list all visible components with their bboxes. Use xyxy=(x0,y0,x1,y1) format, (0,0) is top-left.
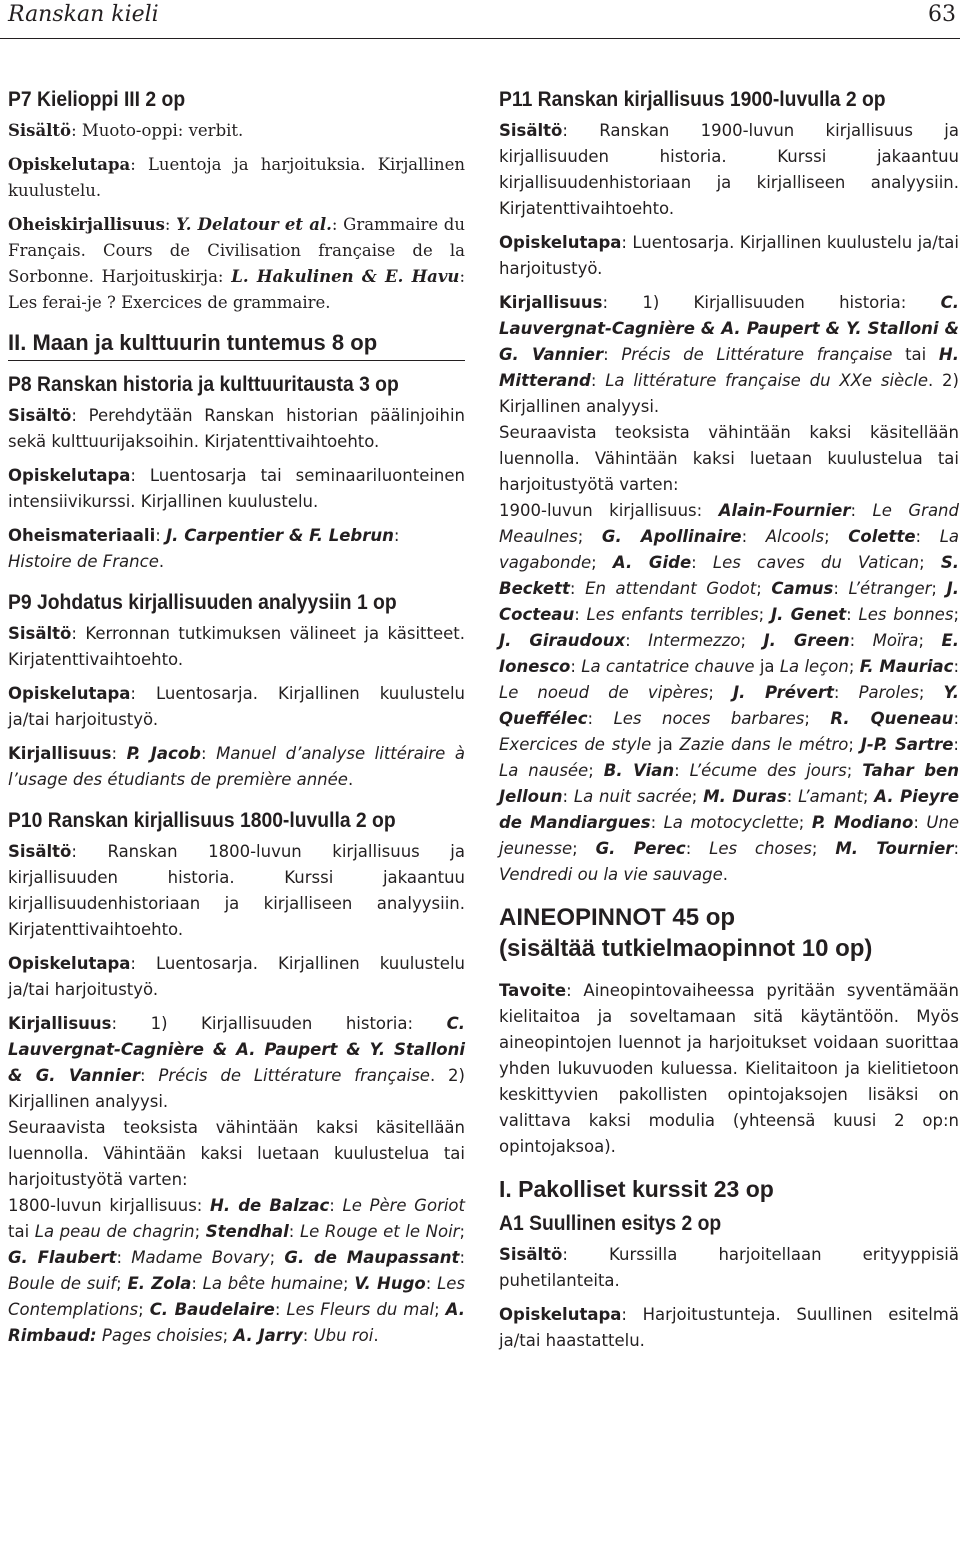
course-title: P11 Ranskan kirjallisuus 1900-luvulla 2 op xyxy=(499,88,886,111)
course-content: Sisältö: Perehdytään Ranskan historian päälinjoihin sekä kulttuurijaksoihin. Kirjatenttivaihtoehto. xyxy=(8,406,465,451)
work-title: Le Rouge et le Noir xyxy=(299,1222,460,1241)
separator: : xyxy=(570,657,582,676)
separator: ; xyxy=(572,839,596,858)
section-title: I. Pakolliset kurssit 23 op xyxy=(499,1176,774,1202)
author: Stendhal xyxy=(205,1222,289,1241)
separator: : xyxy=(786,787,799,806)
author: A. Gide xyxy=(612,553,692,572)
separator: : xyxy=(274,1300,287,1319)
course-method: Opiskelutapa: Luentosarja. Kirjallinen kuulustelu ja/tai harjoitustyö. xyxy=(8,954,465,999)
author: H. de Balzac xyxy=(210,1196,330,1215)
work-title: Vendredi ou la vie sauvage xyxy=(499,865,723,884)
separator: : xyxy=(953,839,959,858)
work-title: La peau de chagrin xyxy=(34,1222,195,1241)
work-title: Madame Bovary xyxy=(131,1248,270,1267)
aineopinnot-heading: AINEOPINNOT 45 op (sisältää tutkielmaopinnot 10 op) xyxy=(499,904,873,962)
author: Y. Delatour et al. xyxy=(176,215,332,234)
separator: . xyxy=(373,1326,379,1345)
separator: ; xyxy=(846,761,863,780)
separator: ; xyxy=(862,787,875,806)
course-title: P9 Johdatus kirjallisuuden analyysiin 1 op xyxy=(8,591,397,614)
author: P. Modiano xyxy=(811,813,914,832)
author: J-P. Sartre xyxy=(860,735,954,754)
course-method: Opiskelutapa: Luentosarja tai seminaariluonteinen intensiivikurssi. Kirjallinen kuulustelu. xyxy=(8,466,465,511)
literature-label: Kirjallisuus xyxy=(8,1014,112,1033)
work-title: Manuel d’analyse littéraire à l’usage des étudiants de première année xyxy=(8,744,465,789)
separator: : xyxy=(913,813,927,832)
author: C. Lauvergnat-Cagnière & A. Paupert & Y. Stalloni & G. Vannier xyxy=(8,1014,465,1085)
separator: : xyxy=(833,683,859,702)
work-title: La motocyclette xyxy=(663,813,799,832)
right-column xyxy=(499,86,959,1362)
work-title: La cantatrice chauve xyxy=(581,657,755,676)
work-title: Les enfants terribles xyxy=(586,605,759,624)
material-label: Oheismateriaali xyxy=(8,526,156,545)
author: R. Queneau xyxy=(830,709,954,728)
course-content: Sisältö: Kerronnan tutkimuksen välineet ja käsitteet. Kirjatenttivaihtoehto. xyxy=(8,624,465,669)
separator: : xyxy=(587,709,614,728)
separator: ; xyxy=(591,553,613,572)
course-method: Opiskelutapa: Luentoja ja harjoituksia. Kirjallinen kuulustelu. xyxy=(8,155,465,200)
separator: tai xyxy=(8,1222,35,1241)
course-title: P10 Ranskan kirjallisuus 1800-luvulla 2 op xyxy=(8,809,396,832)
author: B. Vian xyxy=(603,761,675,780)
separator: ; xyxy=(708,683,734,702)
works-list xyxy=(8,1196,465,1345)
author: V. Hugo xyxy=(354,1274,426,1293)
separator: : xyxy=(116,1248,132,1267)
separator: : xyxy=(953,657,960,676)
author: Y. Queffélec xyxy=(499,683,960,728)
author: P. Jacob xyxy=(126,744,201,763)
work-title: Pages choisies xyxy=(101,1326,223,1345)
course-literature: Kirjallisuus: P. Jacob: Manuel d’analyse littéraire à l’usage des étudiants de première année. xyxy=(8,744,465,789)
author: E. Ionesco xyxy=(499,631,959,676)
reading-label: Oheiskirjallisuus xyxy=(8,215,165,234)
separator: ; xyxy=(756,579,772,598)
author: C. Baudelaire xyxy=(149,1300,275,1319)
work-title: Alcools xyxy=(765,527,825,546)
content-label: Sisältö xyxy=(8,624,72,643)
work-title: Les caves du Vatican xyxy=(712,553,920,572)
method-label: Opiskelutapa xyxy=(499,233,622,252)
course-title: A1 Suullinen esitys 2 op xyxy=(499,1212,722,1235)
author: H. Mitterand xyxy=(499,345,959,390)
work-title: Histoire de France xyxy=(8,552,159,571)
separator: : xyxy=(674,761,690,780)
separator: : xyxy=(459,1248,465,1267)
separator: ; xyxy=(758,605,771,624)
course-literature: Kirjallisuus: 1) Kirjallisuuden historia: C. Lauvergnat-Cagnière & A. Paupert & Y. Stalloni & G. Vannier: Précis de Littérature française tai H. Mitterand: La littérature française du XXe siècle. 2) Kirjallinen analyysi. Seuraavista teoksista vähintään kaksi käsitellään luennolla. Vähintään kaksi luetaan kuulustelua tai harjoitustyötä varten: 1900-luvun kirjallisuus: Alain-Fournier: Le Grand Meaulnes; G. Apollinaire: Alcools; Colette: La vagabonde; A. Gide: Les caves du Vatican; S. Beckett: En attendant Godot; Camus: L’étranger; J. Cocteau: Les enfants terribles; J. Genet: Les bonnes; J. Giraudoux: Intermezzo; J. Green: Moïra; E. Ionesco: La cantatrice chauve ja La leçon; F. Mauriac: Le noeud de vipères; J. Prévert: Paroles; Y. Queffélec: Les noces barbares; R. Queneau: Exercices de style ja Zazie dans le métro; J-P. Sartre: La nausée; B. Vian: L’écume des jours; Tahar ben Jelloun: La nuit sacrée; M. Duras: L’amant; A. Pieyre de Mandiargues: La motocyclette; P. Modiano: Une jeunesse; G. Perec: Les choses; M. Tournier: Vendredi ou la vie sauvage. xyxy=(499,293,960,884)
author: C. Lauvergnat-Cagnière & A. Paupert & Y. Stalloni & G. Vannier xyxy=(499,293,959,364)
author: J. Giraudoux xyxy=(499,631,626,650)
course-material: Oheismateriaali: J. Carpentier & F. Lebrun: Histoire de France. xyxy=(8,526,400,571)
author: J. Genet xyxy=(770,605,847,624)
course-content: Sisältö: Muoto-oppi: verbit. xyxy=(8,121,244,140)
work-title: Les Fleurs du mal xyxy=(286,1300,435,1319)
separator: : xyxy=(574,605,587,624)
author: F. Mauriac xyxy=(859,657,954,676)
author: Tahar ben Jelloun xyxy=(499,761,959,806)
author: J. Carpentier & F. Lebrun xyxy=(166,526,394,545)
separator: ; xyxy=(459,1222,465,1241)
author: G. Perec xyxy=(595,839,686,858)
course-content: Sisältö: Ranskan 1800-luvun kirjallisuus ja kirjallisuuden historia. Kurssi jakaantuu kirjallisuudenhistoriaan ja kirjalliseen analyysiin. Kirjatenttivaihtoehto. xyxy=(8,842,465,939)
separator: ja xyxy=(651,735,680,754)
content-label: Sisältö xyxy=(499,1245,563,1264)
separator: ; xyxy=(798,813,812,832)
course-literature: Kirjallisuus: 1) Kirjallisuuden historia: C. Lauvergnat-Cagnière & A. Paupert & Y. Stalloni & G. Vannier: Précis de Littérature française. 2) Kirjallinen analyysi. Seuraavista teoksista vähintään kaksi käsitellään luennolla. Vähintään kaksi luetaan kuulustelua tai harjoitustyötä varten: 1800-luvun kirjallisuus: H. de Balzac: Le Père Goriot tai La peau de chagrin; Stendhal: Le Rouge et le Noir; G. Flaubert: Madame Bovary; G. de Maupassant: Boule de suif; E. Zola: La bête humaine; V. Hugo: Les Contemplations; C. Baudelaire: Les Fleurs du mal; A. Rimbaud: Pages choisies; A. Jarry: Ubu roi. xyxy=(8,1014,466,1345)
separator: ; xyxy=(138,1300,150,1319)
separator: ; xyxy=(918,631,942,650)
work-title: Les Contemplations xyxy=(8,1274,466,1319)
separator: ja xyxy=(754,657,780,676)
separator: ; xyxy=(577,527,602,546)
course-content: Sisältö: Kurssilla harjoitellaan erityyppisiä puhetilanteita. xyxy=(499,1245,959,1290)
separator: ; xyxy=(848,735,861,754)
work-title: Précis de Littérature française xyxy=(158,1066,430,1085)
author: G. Flaubert xyxy=(8,1248,117,1267)
method-label: Opiskelutapa xyxy=(8,155,131,174)
work-title: La leçon xyxy=(779,657,849,676)
separator: ; xyxy=(953,605,959,624)
author: S. Beckett xyxy=(499,553,960,598)
course-p8 xyxy=(8,371,465,575)
work-title: La littérature française du XXe siècle xyxy=(605,371,929,390)
course-a1 xyxy=(499,1210,959,1354)
list-intro: 1800-luvun kirjallisuus: xyxy=(8,1196,211,1215)
author: G. Apollinaire xyxy=(601,527,742,546)
literature-label: Kirjallisuus xyxy=(499,293,603,312)
separator: : xyxy=(329,1196,343,1215)
separator: : xyxy=(425,1274,438,1293)
separator: ; xyxy=(116,1274,128,1293)
work-title: L’écume des jours xyxy=(689,761,847,780)
work-title: La nuit sacrée xyxy=(573,787,692,806)
separator: : xyxy=(288,1222,300,1241)
separator: : xyxy=(846,605,859,624)
separator: : xyxy=(302,1326,314,1345)
separator: . xyxy=(722,865,729,884)
course-title: P7 Kielioppi III 2 op xyxy=(8,88,186,111)
separator: : xyxy=(833,579,849,598)
separator: : xyxy=(569,579,586,598)
course-method: Opiskelutapa: Luentosarja. Kirjallinen kuulustelu ja/tai harjoitustyö. xyxy=(8,684,465,729)
method-label: Opiskelutapa xyxy=(499,1305,622,1324)
works-list xyxy=(499,501,959,884)
separator: : xyxy=(741,527,766,546)
author: A. Jarry xyxy=(233,1326,303,1345)
work-title: Les bonnes xyxy=(858,605,954,624)
separator: ; xyxy=(691,787,704,806)
goal-label: Tavoite xyxy=(499,981,567,1000)
separator: ; xyxy=(740,631,764,650)
separator: ; xyxy=(918,683,944,702)
separator: ; xyxy=(434,1300,446,1319)
separator: ; xyxy=(931,579,947,598)
work-title: Une jeunesse xyxy=(499,813,960,858)
work-title: L’étranger xyxy=(848,579,932,598)
work-title: Zazie dans le métro xyxy=(679,735,849,754)
page-number: 63 xyxy=(928,2,956,27)
work-title: Précis de Littérature française xyxy=(621,345,893,364)
work-title: Les choses xyxy=(709,839,812,858)
course-title: P8 Ranskan historia ja kulttuuritausta 3 op xyxy=(8,373,399,396)
work-title: Le noeud de vipères xyxy=(499,683,709,702)
page-header xyxy=(0,0,960,39)
course-method: Opiskelutapa: Luentosarja. Kirjallinen kuulustelu ja/tai harjoitustyö. xyxy=(499,233,959,278)
section-title: II. Maan ja kulttuurin tuntemus 8 op xyxy=(8,328,465,361)
running-title: Ranskan kieli xyxy=(8,2,159,27)
author: J. Green xyxy=(763,631,850,650)
work-title: Moïra xyxy=(872,631,919,650)
separator: ; xyxy=(804,709,831,728)
literature-label: Kirjallisuus xyxy=(8,744,112,763)
content-label: Sisältö xyxy=(8,842,72,861)
course-p10 xyxy=(8,807,465,1349)
author: Alain-Fournier xyxy=(718,501,851,520)
course-content: Sisältö: Ranskan 1900-luvun kirjallisuus ja kirjallisuuden historia. Kurssi jakaantuu kirjallisuudenhistoriaan ja kirjalliseen analyysiin. Kirjatenttivaihtoehto. xyxy=(499,121,959,218)
content-label: Sisältö xyxy=(8,121,72,140)
work-title: La bête humaine xyxy=(202,1274,344,1293)
course-p7 xyxy=(8,86,465,316)
author: J. Prévert xyxy=(733,683,834,702)
content-label: Sisältö xyxy=(8,406,72,425)
author: J. Cocteau xyxy=(499,579,959,624)
work-title: Boule de suif xyxy=(8,1274,117,1293)
work-title: La vagabonde xyxy=(499,527,960,572)
selection-note: Seuraavista teoksista vähintään kaksi käsitellään luennolla. Vähintään kaksi luetaan kuulustelua tai harjoitustyötä varten: xyxy=(499,423,959,494)
course-reading: Oheiskirjallisuus: Y. Delatour et al.: Grammaire du Français. Cours de Civilisation française de la Sorbonne. Harjoituskirja: L. Hakulinen & E. Havu: Les ferai-je ? Exercices de grammaire. xyxy=(8,215,465,312)
author: Camus xyxy=(771,579,834,598)
author: L. Hakulinen & E. Havu xyxy=(231,267,460,286)
method-label: Opiskelutapa xyxy=(8,954,131,973)
work-title: Les noces barbares xyxy=(613,709,805,728)
separator: : xyxy=(953,709,959,728)
work-title: L’amant xyxy=(798,787,863,806)
separator: : xyxy=(625,631,649,650)
separator: ; xyxy=(269,1248,285,1267)
left-column xyxy=(8,86,465,1357)
author: E. Zola xyxy=(127,1274,192,1293)
separator: ; xyxy=(848,657,860,676)
work-title: La nausée xyxy=(499,761,589,780)
course-p11 xyxy=(499,86,959,888)
course-method: Opiskelutapa: Harjoitustunteja. Suullinen esitelmä ja/tai haastattelu. xyxy=(499,1305,959,1350)
method-label: Opiskelutapa xyxy=(8,684,131,703)
separator: : xyxy=(850,501,873,520)
separator: ; xyxy=(222,1326,234,1345)
separator: : xyxy=(849,631,873,650)
separator: ; xyxy=(194,1222,206,1241)
separator: : xyxy=(562,787,574,806)
author: M. Tournier xyxy=(835,839,954,858)
work-title: Le Grand Meaulnes xyxy=(499,501,959,546)
separator: ; xyxy=(811,839,836,858)
separator: : xyxy=(650,813,664,832)
goal-paragraph: Tavoite: Aineopintovaiheessa pyritään syventämään kielitaitoa ja soveltamaan sitä käytäntöön. Myös aineopintojen luennot ja harjoitukset voidaan suorittaa yhden lukuvuoden kuluessa. Kielitaitoon ja kielitietoon keskittyvien pakollisten opintojaksojen lisäksi on valittava kaksi modulia (yhteensä kuusi 2 op:n opintojaksoa). xyxy=(499,981,959,1156)
separator: : xyxy=(685,839,710,858)
work-title: Paroles xyxy=(858,683,919,702)
work-title: Exercices de style xyxy=(499,735,652,754)
course-p9 xyxy=(8,589,465,793)
separator: : xyxy=(915,527,940,546)
selection-note: Seuraavista teoksista vähintään kaksi käsitellään luennolla. Vähintään kaksi luetaan kuulustelua tai harjoitustyötä varten: xyxy=(8,1118,465,1189)
author: Colette xyxy=(848,527,916,546)
separator: : xyxy=(191,1274,203,1293)
method-label: Opiskelutapa xyxy=(8,466,131,485)
separator: ; xyxy=(588,761,604,780)
author: G. de Maupassant xyxy=(284,1248,460,1267)
author: A. Pieyre de Mandiargues xyxy=(499,787,960,832)
author: M. Duras xyxy=(703,787,787,806)
author: A. Rimbaud: xyxy=(8,1300,465,1345)
list-intro: 1900-luvun kirjallisuus: xyxy=(499,501,719,520)
content-label: Sisältö xyxy=(499,121,563,140)
separator: ; xyxy=(343,1274,355,1293)
work-title: Le Père Goriot xyxy=(342,1196,465,1215)
work-title: En attendant Godot xyxy=(585,579,757,598)
separator: : xyxy=(691,553,713,572)
work-title: Intermezzo xyxy=(648,631,741,650)
separator: : xyxy=(953,735,959,754)
separator: ; xyxy=(919,553,941,572)
separator: ; xyxy=(824,527,849,546)
work-title: Ubu roi xyxy=(313,1326,374,1345)
